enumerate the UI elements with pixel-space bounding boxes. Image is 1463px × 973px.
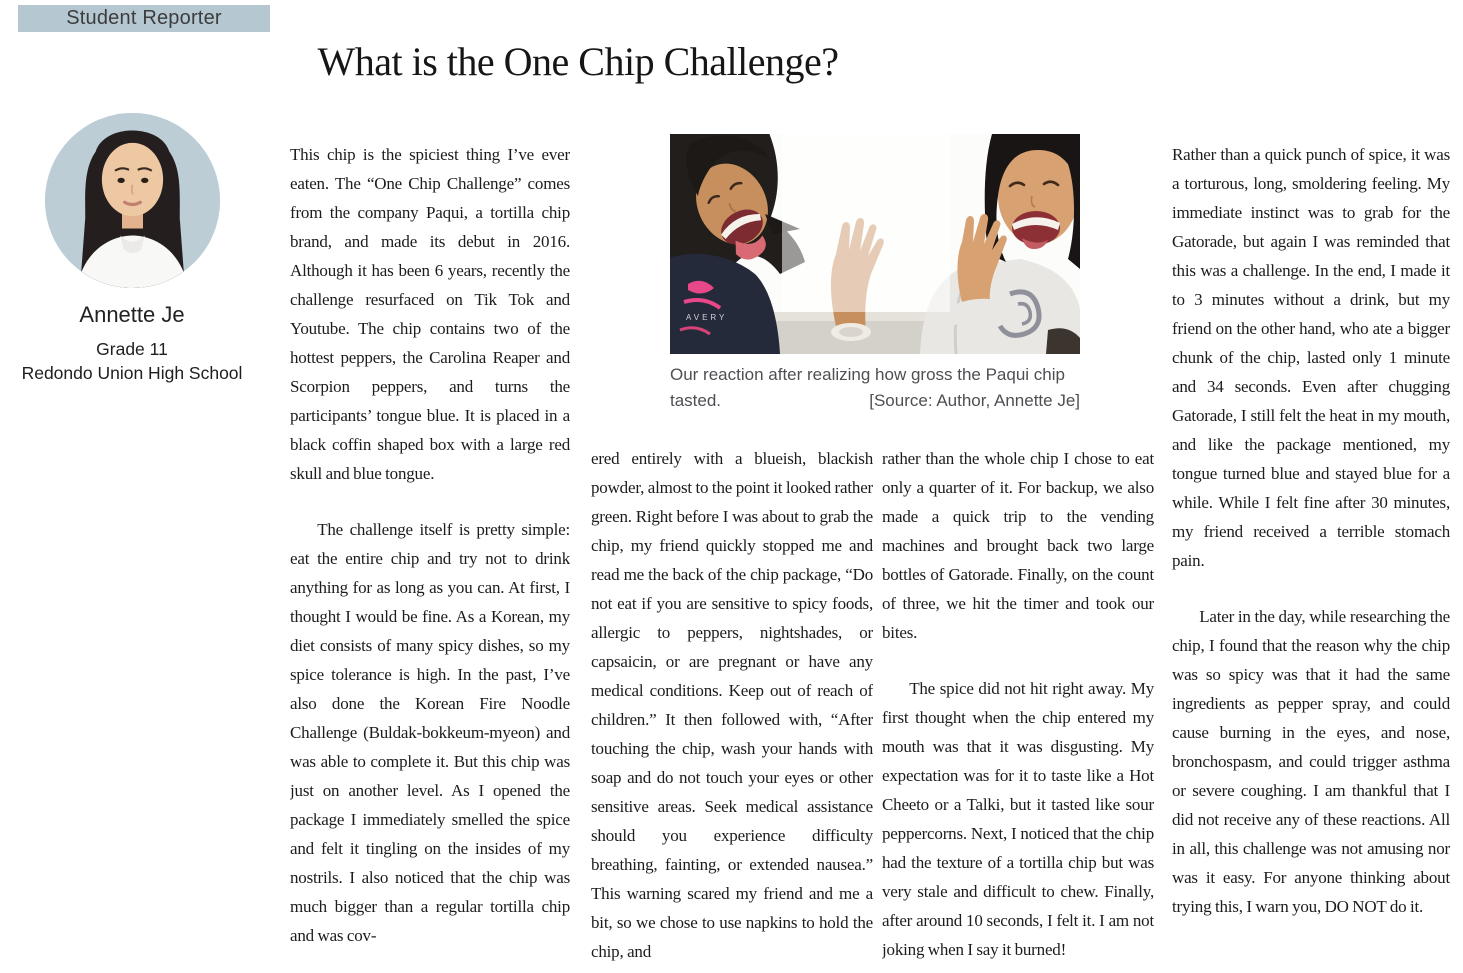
section-label: Student Reporter (66, 7, 222, 29)
article-paragraph: Later in the day, while researching the chip, I found that the reason why the chip was so spicy was that it had the same ingredients as pepper spray, and could cause burning in the eyes, and nose, bronchospasm, and could trigger asthma or severe coughing. I am thankful that I did not receive any of these reactions. All in all, this challenge was not amusing nor was it easy. For anyone thinking about trying this, I warn you, DO NOT do it. (1172, 607, 1450, 916)
photo-caption-line2: tasted. (670, 391, 722, 410)
article-paragraph: rather than the whole chip I chose to eat only a quarter of it. For backup, we also made a quick trip to the vending machines and brought back two large bottles of Gatorade. Finally, on the count of three, we hit the timer and took our bites. (882, 449, 1154, 642)
author-block (12, 113, 252, 385)
article-column-2 (591, 444, 873, 972)
article-column-4 (1172, 140, 1450, 972)
article-paragraph: Rather than a quick punch of spice, it was a torturous, long, smoldering feeling. My immediate instinct was to grab for the Gatorade, but again I was reminded that this was a challenge. In the end, I made it to 3 minutes without a drink, but my friend on the other hand, who ate a bigger chunk of the chip, lasted only 1 minute and 34 seconds. Even after chugging Gatorade, I still felt the heat in my mouth, and like the package mentioned, my tongue turned blue and stayed blue for a while. While I felt fine after 30 minutes, my friend received a terrible stomach pain. (1172, 145, 1450, 570)
article-photo-illustration (670, 134, 1080, 354)
photo-caption-line1: Our reaction after realizing how gross the Paqui chip (670, 365, 1065, 384)
article-column-1 (290, 140, 570, 972)
author-portrait-illustration (45, 113, 220, 288)
author-name: Annette Je (79, 302, 185, 327)
photo-caption (670, 362, 1080, 414)
author-grade: Grade 11 (96, 339, 168, 359)
article-paragraph: The challenge itself is pretty simple: eat the entire chip and try not to drink anything for as long as you can. At first, I thought I would be fine. As a Korean, my diet consists of many spicy dishes, so my spice tolerance is high. In the past, I’ve also done the Korean Fire Noodle Challenge (Buldak-bokkeum-myeon) and was able to complete it. But this chip was just on another level. As I opened the package I immediately smelled the spice and felt it tingling on the insides of my nostrils. I also noticed that the chip was much bigger than a regular tortilla chip and was cov- (290, 520, 570, 945)
article-title: What is the One Chip Challenge? (317, 39, 839, 84)
author-portrait-image (45, 113, 220, 288)
author-school: Redondo Union High School (21, 363, 243, 383)
tshirt-text: AVERY (686, 313, 728, 322)
article-paragraph: The spice did not hit right away. My first thought when the chip entered my mouth was that it was disgusting. My expectation was for it to taste like a Hot Cheeto or a Talki, but it tasted like sour peppercorns. Next, I noticed that the chip had the texture of a tortilla chip but was very stale and difficult to chew. Finally, after around 10 seconds, I felt it. I am not joking when I say it burned! (882, 679, 1154, 959)
article-column-3 (882, 444, 1154, 972)
article-paragraph: ered entirely with a blueish, blackish powder, almost to the point it looked rather green. Right before I was about to grab the chip, my friend quickly stopped me and read me the back of the chip package, “Do not eat if you are sensitive to spicy foods, allergic to peppers, nightshades, or capsaicin, or are pregnant or have any medical conditions. Keep out of reach of children.” It then followed with, “After touching the chip, wash your hands with soap and do not touch your eyes or other sensitive areas. Seek medical assistance should you experience difficulty breathing, fainting, or extended nausea.” This warning scared my friend and me a bit, so we chose to use napkins to hold the chip, and (591, 449, 873, 961)
photo-caption-source: [Source: Author, Annette Je] (869, 391, 1080, 410)
article-photo (670, 134, 1080, 354)
article-paragraph: This chip is the spiciest thing I’ve ever eaten. The “One Chip Challenge” comes from the company Paqui, a tortilla chip brand, and made its debut in 2016. Although it has been 6 years, recently the challenge resurfaced on Tik Tok and Youtube. The chip contains two of the hottest peppers, the Carolina Reaper and Scorpion peppers, and turns the participants’ tongue blue. It is placed in a black coffin shaped box with a large red skull and blue tongue. (290, 145, 570, 483)
section-label-bar (18, 5, 270, 32)
